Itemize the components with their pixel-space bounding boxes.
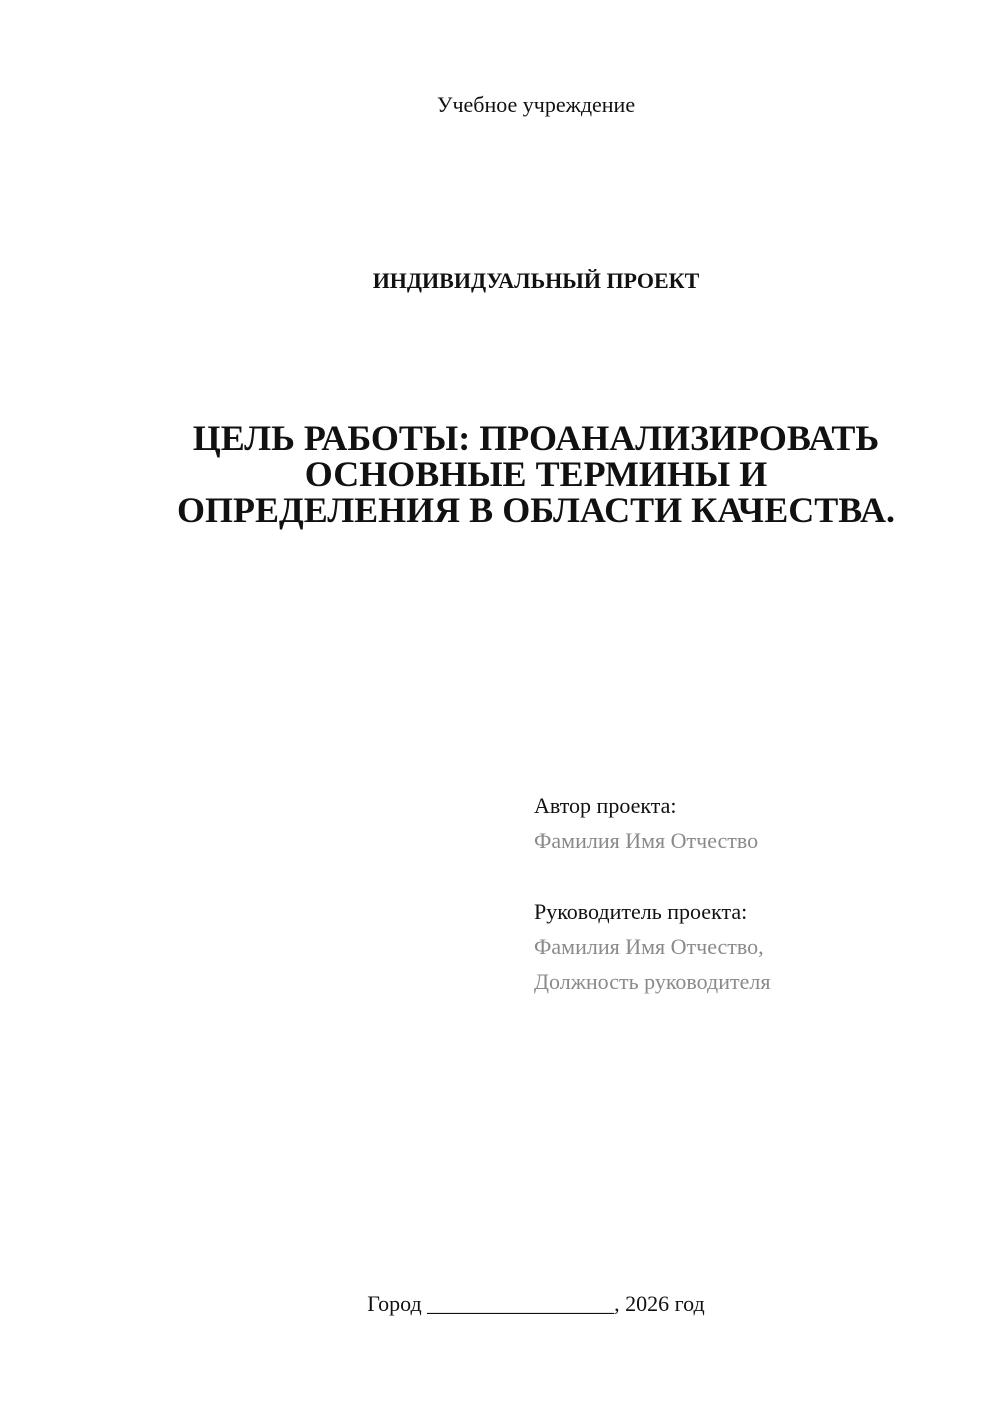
supervisor-name: Фамилия Имя Отчество,: [534, 934, 764, 959]
project-title-line-3: ОПРЕДЕЛЕНИЯ В ОБЛАСТИ КАЧЕСТВА.: [177, 490, 895, 530]
credits-spacer: [534, 858, 974, 894]
city-year-line: [0, 1291, 1000, 1317]
supervisor-label: Руководитель проекта:: [534, 899, 748, 924]
year-text: , 2026 год: [614, 1291, 705, 1316]
project-title-line-2: ОСНОВНЫЕ ТЕРМИНЫ И: [304, 454, 768, 494]
credits-block: [534, 788, 974, 999]
project-title-line-1: ЦЕЛЬ РАБОТЫ: ПРОАНАЛИЗИРОВАТЬ: [192, 418, 880, 458]
author-name: Фамилия Имя Отчество: [534, 828, 759, 853]
institution-name: Учебное учреждение: [436, 92, 636, 117]
city-label: Город: [367, 1291, 422, 1316]
city-blank: _________________: [427, 1291, 615, 1316]
supervisor-position: Должность руководителя: [534, 969, 771, 994]
project-title: [120, 420, 952, 528]
document-type: ИНДИВИДУАЛЬНЫЙ ПРОЕКТ: [372, 268, 700, 293]
author-label: Автор проекта:: [534, 793, 677, 818]
